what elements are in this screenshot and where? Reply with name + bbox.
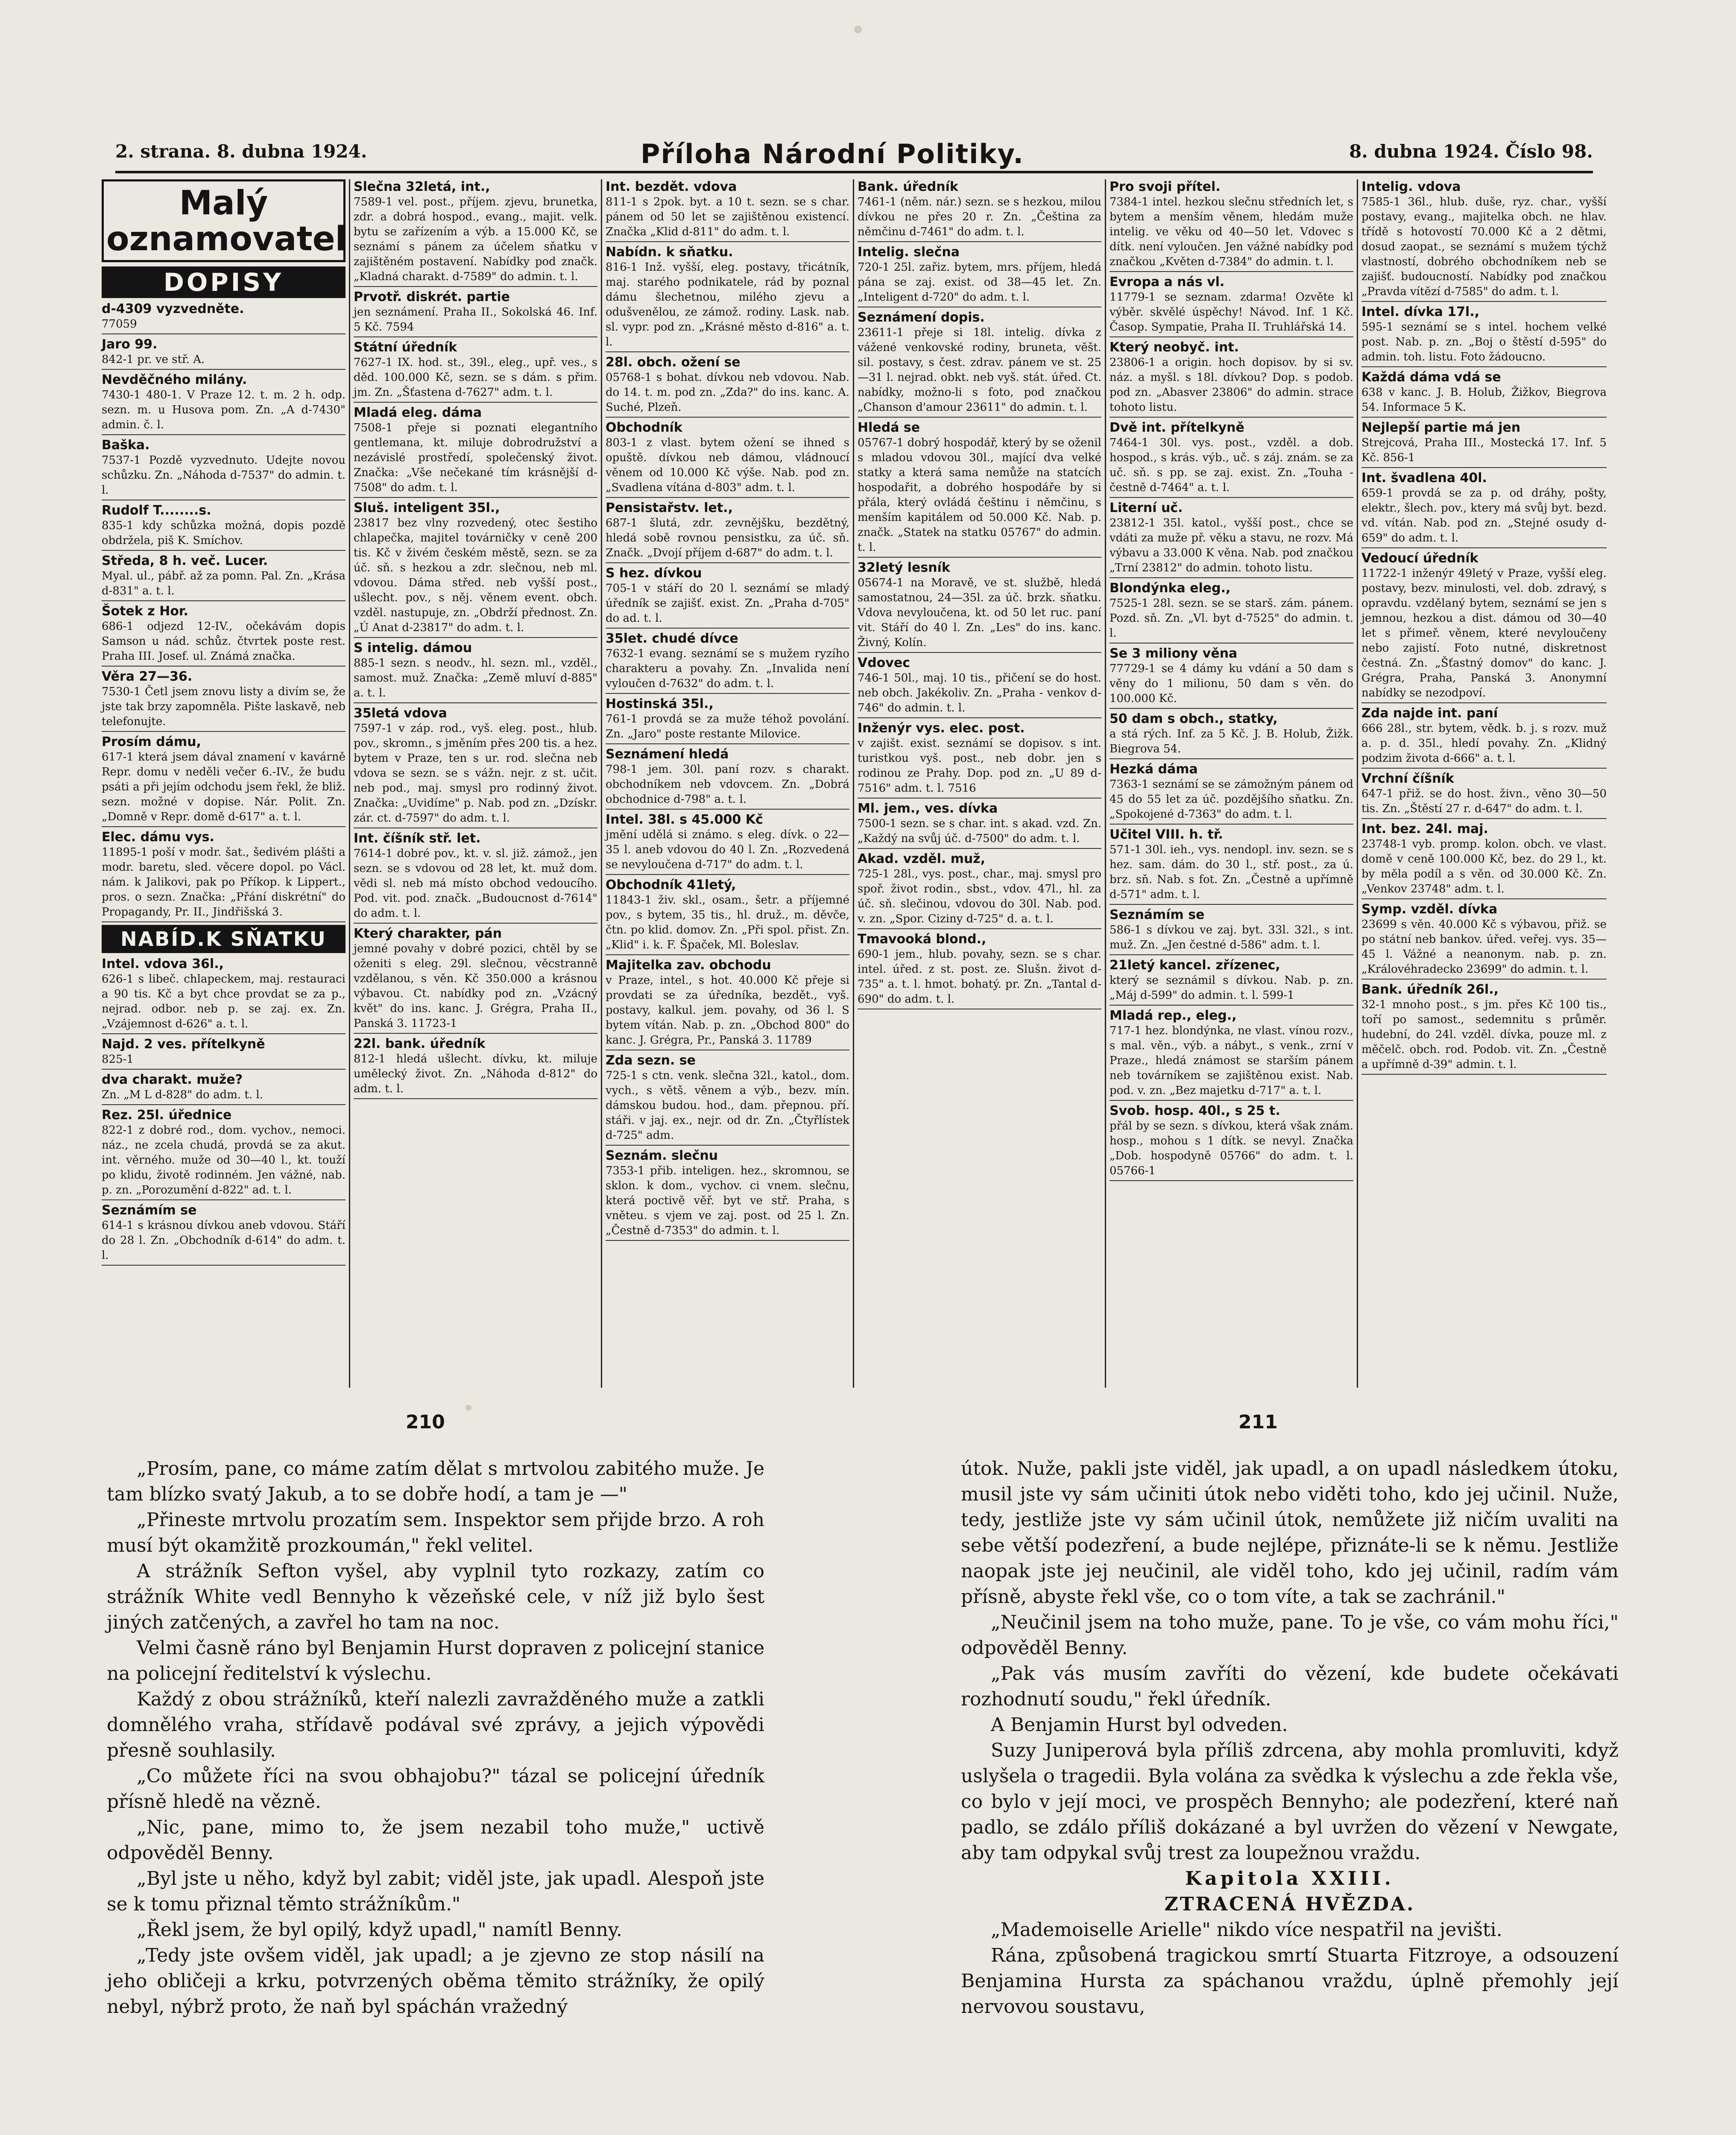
story-paragraph: „Přineste mrtvolu prozatím sem. Inspektor sem přijde brzo. A roh musí být okamžitě prozkoumán," řekl velitel. xyxy=(107,1509,764,1556)
classified-ad xyxy=(606,958,849,1050)
classified-ad xyxy=(606,566,849,629)
classified-ad xyxy=(606,500,849,563)
ad-heading: Hledá se xyxy=(858,420,920,435)
classified-ad xyxy=(1110,179,1353,272)
ad-text: 614-1 s krásnou dívkou aneb vdovou. Stáří do 28 l. Zn. „Obchodník d-614" do adm. t. l. xyxy=(102,1219,345,1262)
classified-ad xyxy=(1361,551,1607,703)
ad-text: 7597-1 v záp. rod., vyš. eleg. post., hlub. pov., skromn., s jměním přes 200 tis. a hez. bytem v Praze, ten s ur. rod. slečna neb vdova se sezn. se s vážn. nejr. z st. učit. neb pod., maj. smysl pro rodinný život. Značka: „Uvidíme" p. Nab. pod zn. „Dzískr. zár. ct. d-7597" do adm. t. l. xyxy=(354,722,597,825)
ad-text: 23806-1 a origin. hoch dopisov. by si sv. náz. a myšl. s 18l. dívkou? Dop. s podob. pod zn. „Abasver 23806" do admin. strace tohoto listu. xyxy=(1110,356,1353,414)
ad-heading: Najd. 2 ves. přítelkyně xyxy=(102,1037,265,1052)
ad-heading: 28l. obch. ožení se xyxy=(606,355,741,370)
ad-heading: 22l. bank. úředník xyxy=(354,1036,486,1051)
classified-ad xyxy=(606,179,849,242)
ad-text: 7464-1 30l. vys. post., vzděl. a dob. hospod., s krás. výb., uč. s záj. znám. se za uč. sň. s pp. se zaj. exist. Zn. „Touha - čestně d-7464" a. t. l. xyxy=(1110,436,1353,494)
ad-text: 7627-1 IX. hod. st., 39l., eleg., upř. ves., s děd. 100.000 Kč, sezn. se s dám. s přim. jm. Zn. „Šťastena d-7627" adm. t. l. xyxy=(354,356,597,399)
ad-column xyxy=(1106,179,1358,1388)
ad-heading: Akad. vzděl. muž, xyxy=(858,851,986,866)
classified-ad xyxy=(354,926,597,1034)
classified-ad xyxy=(354,340,597,403)
ad-text: 835-1 kdy schůzka možná, dopis pozdě obdržela, piš K. Smíchov. xyxy=(102,519,345,547)
classified-ad xyxy=(606,812,849,875)
ad-heading: Seznámení dopis. xyxy=(858,310,985,325)
classified-ad xyxy=(354,831,597,924)
classified-ad xyxy=(102,438,345,500)
ad-heading: Seznámím se xyxy=(1110,907,1205,922)
ad-text: 7537-1 Pozdě vyzvednuto. Udejte novou schůzku. Zn. „Náhoda d-7537" do admin. t. l. xyxy=(102,454,345,497)
classified-ad xyxy=(606,631,849,694)
ad-heading: Evropa a nás vl. xyxy=(1110,275,1225,290)
ad-column xyxy=(1358,179,1610,1388)
ad-text: 638 v kanc. J. B. Holub, Žižkov, Biegrova 54. Informace 5 K. xyxy=(1361,386,1607,414)
classified-ad xyxy=(354,1036,597,1099)
ad-heading: Int. bez. 24l. maj. xyxy=(1361,822,1488,836)
section-heading-dopisy: DOPISY xyxy=(102,266,345,298)
classified-ads-area xyxy=(98,179,1610,1388)
ad-text: 647-1 přiž. se do host. živn., věno 30—50 tis. Zn. „Štěstí 27 r. d-647" do adm. t. l. xyxy=(1361,787,1607,815)
classified-ad xyxy=(354,405,597,498)
classified-ad xyxy=(1110,711,1353,759)
ad-text: 7585-1 36l., hlub. duše, ryz. char., vyšší postavy, evang., majitelka obch. ne hlav. třídě s hotovostí 70.000 Kč a 2 dětmi, dosud zaopat., se seznámí s mužem týchž vlastností, dobrého obchodníkem neb se zajišť. budoucností. Nabídky pod značkou „Pravda vítězí d-7585" do adm. t. l. xyxy=(1361,196,1607,298)
classified-ad xyxy=(858,245,1101,307)
ad-text: 822-1 z dobré rod., dom. vychov., nemoci. náz., ne zcela chudá, provdá se za akut. int. věrného. muže od 30—40 l., kt. touží po klidu, životě rodinném. Jen vážné, nab. p. zn. „Porozumění d-822" ad. t. l. xyxy=(102,1124,345,1196)
classified-ad xyxy=(102,604,345,667)
ad-heading: Elec. dámu vys. xyxy=(102,830,214,845)
classified-ad xyxy=(606,1053,849,1146)
ad-text: 7461-1 (něm. nár.) sezn. se s hezkou, milou dívkou ne přes 20 r. Zn. „Čeština za němčinu d-7461" do adm. t. l. xyxy=(858,196,1101,238)
classified-ad xyxy=(858,801,1101,849)
classified-ad xyxy=(606,355,849,418)
ad-heading: Svob. hosp. 40l., s 25 t. xyxy=(1110,1103,1280,1118)
ad-heading: Vrchní číšník xyxy=(1361,771,1454,786)
ad-heading: Zda sezn. se xyxy=(606,1053,696,1068)
paper-stain xyxy=(465,1405,471,1411)
ad-text: 725-1 28l., vys. post., char., maj. smysl pro spoř. život rodin., sbst., vdov. 47l., hl. za úč. sň. slečinou, vdovou do 30l. Nab. pod. v. zn. „Spor. Ciziny d-725" d. a. t. l. xyxy=(858,868,1101,925)
ad-heading: Mladá eleg. dáma xyxy=(354,405,482,420)
ad-heading: Sluš. inteligent 35l., xyxy=(354,500,500,515)
ad-heading: Bank. úředník xyxy=(858,179,958,194)
ad-column xyxy=(98,179,350,1388)
ad-heading: Intel. 38l. s 45.000 Kč xyxy=(606,812,763,827)
story-paragraph: útok. Nuže, pakli jste viděl, jak upadl, a on upadl následkem útoku, musil jste vy sám učiniti útok nebo viděti toho, kdo jej učinil. Nuže, tedy, jestliže jste vy sám učinil útok, nemůžete již ničím uvaliti na sebe větší podezření, a bude nejlépe, přiznáte-li se k němu. Jestliže naopak jste jej neučinil, ale viděl toho, kdo jej učinil, radím vám přísně, abyste řekl vše, co o tom víte, a tak se zachránil." xyxy=(961,1458,1619,1608)
ad-text: 7353-1 přib. inteligen. hez., skromnou, se sklon. k dom., vychov. ci vnem. slečnu, která poctivě věř. byt ve stř. Praha, s vněteu. s vjem ve zaj. post. od 25 l. Zn. „Čestně d-7353" do admin. t. l. xyxy=(606,1164,849,1237)
ad-heading: Bank. úředník 26l., xyxy=(1361,982,1499,997)
classified-ad xyxy=(858,310,1101,418)
classified-ad xyxy=(102,337,345,370)
classified-ad xyxy=(1361,304,1607,367)
story-paragraph: Každý z obou strážníků, kteří nalezli zavražděného muže a zatkli domnělého vraha, střídavě podával své zprávy, a jejich výpovědi přesně souhlasily. xyxy=(107,1688,764,1761)
story-paragraph: Suzy Juniperová byla příliš zdrcena, aby mohla promluviti, když uslyšela o tragedii. Byla volána za svědka k výslechu a zde řekla vše, co bylo v její moci, ve prospěch Bennyho; ale podezření, které naň padlo, se zdálo příliš dokázané a byl uvržen do vězení v Newgate, aby tam odpykal svůj trest za loupežnou vraždu. xyxy=(961,1740,1619,1864)
ad-heading: Inženýr vys. elec. post. xyxy=(858,721,1025,736)
ad-text: 686-1 odjezd 12-IV., očekávám dopis Samson u nád. schůz. čtvrtek poste rest. Praha III. Josef. ul. Známá značka. xyxy=(102,620,345,663)
ad-heading: Majitelka zav. obchodu xyxy=(606,958,771,973)
ad-heading: Státní úředník xyxy=(354,340,457,355)
ad-heading: Hezká dáma xyxy=(1110,762,1198,777)
ad-text: 23817 bez vlny rozvedený, otec šestiho chlapečka, majitel továrničky v ceně 200 tis. Kč v živém českém městě, sezn. se za úč. sň. s hezkou a zdr. slečnou, neb ml. vdovou. Dáma střed. neb vyšší post., ušlecht. pov., s něj. věnem event. obch. vzděl. nastupuje, zn. „Obdrží přednost. Zn. „Ú Anat d-23817" do adm. t. l. xyxy=(354,517,597,634)
classified-ad xyxy=(1361,902,1607,980)
section-heading-snatky: NABÍD.K SŇATKU xyxy=(102,925,345,953)
ad-column xyxy=(854,179,1106,1388)
classified-ad xyxy=(858,179,1101,242)
classified-ad xyxy=(1361,420,1607,468)
classified-ad xyxy=(1110,1103,1353,1181)
ad-text: 687-1 šlutá, zdr. zevnějšku, bezdětný, hledá sobě rovnou pensistku, za úč. sň. Značk. „Dvojí příjem d-687" do adm. t. l. xyxy=(606,517,849,559)
ad-text: v Praze, intel., s hot. 40.000 Kč přeje si provdati se za úředníka, bezdět., vyš. postavy, kalkul. jem. povahy, od 36 l. S bytem vítán. Nab. p. zn. „Obchod 800" do kanc. J. Grégra, Pr., Panská 3. 11789 xyxy=(606,974,849,1047)
ad-heading: Každá dáma vdá se xyxy=(1361,370,1501,385)
ad-text: 812-1 hledá ušlecht. dívku, kt. miluje umělecký život. Zn. „Náhoda d-812" do adm. t. l. xyxy=(354,1053,597,1095)
ad-column xyxy=(602,179,854,1388)
ad-heading: d-4309 vyzvedněte. xyxy=(102,301,244,316)
left-page-number: 210 xyxy=(406,1411,445,1433)
ad-heading: Rudolf T........s. xyxy=(102,503,211,518)
classifieds-masthead xyxy=(102,179,345,262)
ad-text: Zn. „M L d-828" do adm. t. l. xyxy=(102,1088,263,1101)
ad-text: 7614-1 dobré pov., kt. v. sl. již. zámož., jen sezn. se s vdovou od 28 let, kt. muž dom. vědi sl. neb má místo obchod vedoucího. Pod. vit. pod. značk. „Budoucnost d-7614" do adm. t. l. xyxy=(354,847,597,920)
classified-ad xyxy=(1110,581,1353,643)
ad-heading: Nabídn. k sňatku. xyxy=(606,245,733,260)
ad-text: a stá rých. Inf. za 5 Kč. J. B. Holub, Žižk. Biegrova 54. xyxy=(1110,728,1353,755)
ad-heading: Který neobyč. int. xyxy=(1110,340,1239,355)
ad-heading: Intelig. slečna xyxy=(858,245,960,260)
ad-heading: Intel. dívka 17l., xyxy=(1361,304,1480,319)
classified-ad xyxy=(858,932,1101,1009)
story-paragraph: „Pak vás musím zavříti do vězení, kde budete očekávati rozhodnutí soudu," řekl úředník. xyxy=(961,1663,1619,1710)
classified-ad xyxy=(858,851,1101,929)
story-paragraph: „Nic, pane, mimo to, že jsem nezabil toho muže," uctivě odpověděl Benny. xyxy=(107,1816,764,1864)
ad-text: 720-1 25l. zařiz. bytem, mrs. příjem, hledá pána se zaj. exist. od 38—45 let. Zn. „Inteligent d-720" do adm. t. l. xyxy=(858,261,1101,304)
ad-text: 811-1 s 2pok. byt. a 10 t. sezn. se s char. pánem od 50 let se zajištěnou existencí. Značka „Klid d-811" do adm. t. l. xyxy=(606,196,849,238)
ad-text: 717-1 hez. blondýnka, ne vlast. vínou rozv., s mal. věn., výb. a nábyt., s venk., zrní v Praze., hledá známost se starším pánem neb továrníkem se zajištěnou exist. Nab. pod. v. zn. „Bez majetku d-717" a. t. l. xyxy=(1110,1024,1353,1097)
ad-heading: Literní uč. xyxy=(1110,500,1183,515)
story-paragraph: „Prosím, pane, co máme zatím dělat s mrtvolou zabitého muže. Je tam blízko svatý Jakub, a to se dobře hodí, a tam je —" xyxy=(107,1458,764,1505)
ad-text: 11895-1 poší v modr. šat., šedivém plášti a modr. baretu, sled. věcere dopol. po Václ. nám. k Jalikovi, pak po Příkop. k Lippert., pros. o sezn. Značka: „Přání diskrétní" do Propagandy, Pr. II., Jindřišská 3. xyxy=(102,846,345,918)
classified-ad xyxy=(1361,706,1607,769)
classified-ad xyxy=(102,1072,345,1105)
ad-heading: Jaro 99. xyxy=(102,337,158,352)
ad-text: 23699 s věn. 40.000 Kč s výbavou, přiž. se po státní neb bankov. úřed. veřej. vys. 35—45 l. Vážné a neanonym. nab. p. zn. „Královéhradecko 23699" do admin. t. l. xyxy=(1361,918,1607,976)
ad-heading: Obchodník 41letý, xyxy=(606,877,736,892)
story-paragraph: „Řekl jsem, že byl opilý, když upadl," namítl Benny. xyxy=(137,1919,622,1941)
story-paragraph: „Neučinil jsem na toho muže, pane. To je vše, co vám mohu říci," odpověděl Benny. xyxy=(961,1611,1619,1659)
chapter-number: Kapitola XXIII. xyxy=(1185,1868,1394,1889)
ad-heading: Int. švadlena 40l. xyxy=(1361,471,1487,485)
ad-heading: Prvotř. diskrét. partie xyxy=(354,290,510,304)
ad-heading: Věra 27—36. xyxy=(102,669,193,684)
classified-ad xyxy=(102,1203,345,1266)
ad-text: 11722-1 inženýr 49letý v Praze, vyšší eleg. postavy, bezv. minulosti, vel. dob. zdravý, s opravdu. vzdělaný bytem, seznámí se jen s jemnou, hezkou a dist. dámou od 30—40 let s přimeř. věnem, které nevyloučeny nebo zajistí. Foto nutné, diskretnost čestná. Zn. „Šťastný domov" do kanc. J. Grégra, Praha, Panská 3. Anonymní nabídky se nezodpoví. xyxy=(1361,567,1607,699)
ad-text: 7430-1 480-1. V Praze 12. t. m. 2 h. odp. sezn. m. u Husova pom. Zn. „A d-7430" admin. č. l. xyxy=(102,389,345,431)
ad-heading: Int. bezdět. vdova xyxy=(606,179,737,194)
story-paragraph: „Mademoiselle Arielle" nikdo více nespatřil na jevišti. xyxy=(991,1919,1502,1941)
classified-ad xyxy=(858,420,1101,558)
ad-heading: Nevděčného milány. xyxy=(102,372,247,387)
ad-heading: 50 dam s obch., statky, xyxy=(1110,711,1278,726)
ad-text: 77059 xyxy=(102,318,137,330)
classified-ad xyxy=(102,734,345,827)
classified-ad xyxy=(606,1148,849,1241)
story-paragraph: Rána, způsobená tragickou smrtí Stuarta Fitzroye, a odsouzení Benjamina Hursta za spáchanou vraždu, úplně přemohly její nervovou soustavu, xyxy=(961,1945,1619,2018)
ad-heading: Pensistařstv. let., xyxy=(606,500,733,515)
classified-ad xyxy=(1361,370,1607,418)
classified-ad xyxy=(1110,907,1353,955)
classified-ad xyxy=(1110,827,1353,905)
classified-ad xyxy=(354,706,597,828)
ad-text: 803-1 z vlast. bytem ožení se ihned s opuště. dívkou neb dámou, vládnoucí věnem od 10.000 Kč výše. Nab. pod zn. „Svadlena vítána d-803" adm. t. l. xyxy=(606,436,849,494)
classified-ad xyxy=(354,290,597,337)
ad-text: 626-1 s libeč. chlapeckem, maj. restauraci a 90 tis. Kč a byt chce provdat se za p., nejrad. odbor. neb p. se zaj. ex. Zn. „Vzájemnost d-626" a. t. l. xyxy=(102,973,345,1030)
ad-heading: Který charakter, pán xyxy=(354,926,502,941)
story-paragraph: Velmi časně ráno byl Benjamin Hurst dopraven z policejní stanice na policejní ředitelství k výslechu. xyxy=(107,1637,764,1685)
ad-text: 7384-1 intel. hezkou slečnu středních let, s bytem a menším věnem, hledám muže intelig. ve věku od 40—50 let. Vdovec s dítk. není vyloučen. Jen vážné nabídky pod značkou „Květen d-7384" do admin. t. l. xyxy=(1110,196,1353,268)
ad-heading: Blondýnka eleg., xyxy=(1110,581,1231,596)
story-paragraph: A Benjamin Hurst byl odveden. xyxy=(991,1714,1288,1736)
ad-text: 11779-1 se seznam. zdarma! Ozvěte kl výběr. skvělé úspěchy! Návod. Inf. 1 Kč. Časop. Sympatie, Praha II. Truhlářská 14. xyxy=(1110,291,1353,333)
ad-heading: Nejlepší partie má jen xyxy=(1361,420,1521,435)
ad-text: 816-1 Inž. vyšší, eleg. postavy, třicátník, maj. starého podnikatele, rád by poznal dámu šlechetnou, milého zjevu a odušvenělou, ze zámož. rodiny. Lask. nab. sl. vypr. pod zn. „Krásné město d-816" a. t. l. xyxy=(606,261,849,348)
ad-heading: Intelig. vdova xyxy=(1361,179,1461,194)
ad-text: 11843-1 živ. skl., osam., šetr. a příjemné pov., s bytem, 35 tis., hl. druž., m. děvče, čtn. po klid. domov. Zn. „Při spol. přist. Zn. „Klid" i. k. F. Špaček, Ml. Boleslav. xyxy=(606,894,849,951)
classified-ad xyxy=(858,655,1101,718)
ad-text: 7500-1 sezn. se s char. int. s akad. vzd. Zn. „Každý na svůj úč. d-7500" do adm. t. l. xyxy=(858,817,1101,845)
classified-ad xyxy=(1110,275,1353,337)
classified-ad xyxy=(606,245,849,352)
ad-text: Myal. ul., pábř. až za pomn. Pal. Zn. „Krása d-831" a. t. l. xyxy=(102,570,345,597)
ad-text: 7363-1 seznámí se se zámožným pánem od 45 do 55 let za úč. pozdějšího sňatku. Zn. „Spokojené d-7363" do adm. t. l. xyxy=(1110,778,1353,821)
header-date-left: 2. strana. 8. dubna 1924. xyxy=(115,141,367,162)
ad-heading: Ml. jem., ves. dívka xyxy=(858,801,998,816)
classified-ad xyxy=(1110,420,1353,498)
ad-text: 7632-1 evang. seznámí se s mužem ryzího charakteru a povahy. Zn. „Invalida není vyloučen d-7632" do adm. t. l. xyxy=(606,647,849,690)
classified-ad xyxy=(1361,179,1607,302)
classified-ad xyxy=(102,830,345,922)
ad-heading: dva charakt. muže? xyxy=(102,1072,243,1087)
ad-text: 659-1 provdá se za p. od dráhy, pošty, elektr., šlech. pov., ktery má svůj byt. bezd. vd. vítán. Nab. pod zn. „Stejné osudy d-659" do adm. t. l. xyxy=(1361,487,1607,544)
ad-text: jen seznámení. Praha II., Sokolská 46. Inf. 5 Kč. 7594 xyxy=(354,306,597,333)
classified-ad xyxy=(1361,822,1607,899)
ad-heading: Mladá rep., eleg., xyxy=(1110,1008,1237,1023)
ad-heading: Baška. xyxy=(102,438,150,453)
classified-ad xyxy=(354,640,597,703)
classified-ad xyxy=(354,500,597,638)
ad-text: 77729-1 se 4 dámy ku vdání a 50 dam s věny do 1 milionu, 50 dam s věn. do 100.000 Kč. xyxy=(1110,662,1353,705)
ad-text: 725-1 s ctn. venk. slečna 32l., katol., dom. vych., s větš. věnem a výb., bezv. mín. dámskou budou. hod., dam. přepnou. pří. stáři. v jaj. ex., nejr. od dr. Zn. „Čtyřlístek d-725" adm. xyxy=(606,1069,849,1142)
ad-text: přál by se sezn. s dívkou, která však znám. hosp., mohou s 1 dítk. se nevyl. Značka „Dob. hospodyně 05766" do adm. t. l. 05766-1 xyxy=(1110,1120,1353,1177)
ad-heading: 35let. chudé dívce xyxy=(606,631,738,646)
masthead-line2: oznamovatel xyxy=(106,220,347,258)
masthead-line1: Malý xyxy=(179,184,268,222)
classified-ad xyxy=(354,179,597,287)
classified-ad xyxy=(858,560,1101,653)
ad-heading: 32letý lesník xyxy=(858,560,950,575)
ad-text: 690-1 jem., hlub. povahy, sezn. se s char. intel. úřed. z st. post. ze. Slušn. život d-735" a. t. l. hmot. bohatý. pr. Zn. „Tantal d-690" do adm. t. l. xyxy=(858,948,1101,1006)
story-left-column xyxy=(107,1456,764,2020)
classified-ad xyxy=(1361,771,1607,819)
right-page-number: 211 xyxy=(1238,1411,1278,1433)
ad-heading: 21letý kancel. zřízenec, xyxy=(1110,958,1280,973)
ad-text: 571-1 30l. ieh., vys. nendopl. inv. sezn. se s hez. sam. dám. do 30 l., stř. post., za ú. brz. sň. Nab. s fot. Zn. „Čestně a upřímně d-571" adm. t. l. xyxy=(1110,843,1353,901)
ad-text: 23748-1 vyb. promp. kolon. obch. ve vlast. domě v ceně 100.000 Kč, bez. do 29 l., kt. by měla podíl a s věn. od 30.000 Kč. Zn. „Venkov 23748" adm. t. l. xyxy=(1361,838,1607,895)
story-paragraph: „Co můžete říci na svou obhajobu?" tázal se policejní úředník přísně hledě na vězně. xyxy=(107,1765,764,1813)
classified-ad xyxy=(1110,958,1353,1006)
ad-heading: Zda najde int. paní xyxy=(1361,706,1498,721)
story-paragraph: „Tedy jste ovšem viděl, jak upadl; a je zjevno ze stop násilí na jeho obličeji a krku, potvrzených oběma těmito strážníky, že opilý nebyl, nýbrž proto, že naň byl spáchán vražedný xyxy=(107,1945,764,2018)
ad-heading: Šotek z Hor. xyxy=(102,604,188,619)
ad-heading: Prosím dámu, xyxy=(102,734,201,749)
ad-heading: Středa, 8 h. več. Lucer. xyxy=(102,553,268,568)
ad-heading: Se 3 miliony věna xyxy=(1110,646,1238,661)
ad-heading: Obchodník xyxy=(606,420,682,435)
ad-text: který se seznámil s dívkou. Nab. p. zn. „Máj d-599" do admin. t. l. 599-1 xyxy=(1110,974,1353,1002)
ad-text: v zajišt. exist. seznámí se dopisov. s int. turistkou vyš. post., neb dobr. jen s rodinou ze Prahy. Dop. pod zn. „U 89 d-7516" adm. t. l. 7516 xyxy=(858,737,1101,795)
ad-text: 705-1 v stáří do 20 l. seznámí se mladý úředník se zajišť. exist. Zn. „Praha d-705" do ad. t. l. xyxy=(606,582,849,625)
classified-ad xyxy=(102,669,345,732)
ad-heading: Hostinská 35l., xyxy=(606,696,714,711)
ad-text: 825-1 xyxy=(102,1053,134,1066)
ad-text: 7508-1 přeje si poznati elegantního gentlemana, kt. miluje dobrodružství a nezávislé prostředí, společenský život. Značka: „Vše nečekané tím krásnější d-7508" do adm. t. l. xyxy=(354,421,597,494)
ad-text: 05767-1 dobrý hospodář, který by se oženil s mladou vdovou 30l., mající dva velké statky a která sama nemůže na statcích hospodařit, a dobrého hospodáře by si přála, který ovládá češtinu i němčinu, s menším kapitálem od 50.000 Kč. Nab. p. značk. „Statek na statku 05767" do admin. t. l. xyxy=(858,436,1101,554)
ad-text: 885-1 sezn. s neodv., hl. sezn. ml., vzděl., samost. muž. Značka: „Země mluví d-885" a. t. l. xyxy=(354,657,597,699)
classified-ad xyxy=(102,503,345,551)
classified-ad xyxy=(1110,1008,1353,1101)
paper-stain xyxy=(854,26,862,33)
classified-ad xyxy=(102,1108,345,1200)
ad-heading: S hez. dívkou xyxy=(606,566,702,581)
ad-text: 586-1 s dívkou ve zaj. byt. 33l. 32l., s int. muž. Zn. „Jen čestné d-586" adm. t. l. xyxy=(1110,924,1353,951)
ad-heading: Dvě int. přítelkyně xyxy=(1110,420,1244,435)
ad-text: 666 28l., str. bytem, vědk. b. j. s rozv. muž a. p. d. 35l., hledí povahy. Zn. „Klidný podzim života d-666" a. t. l. xyxy=(1361,722,1607,765)
ad-text: 798-1 jem. 30l. paní rozv. s charakt. obchodníkem neb vdovcem. Zn. „Dobrá obchodnice d-798" a. t. l. xyxy=(606,763,849,806)
ad-heading: Vedoucí úředník xyxy=(1361,551,1478,566)
ad-heading: Symp. vzděl. dívka xyxy=(1361,902,1498,917)
ad-heading: Seznámení hledá xyxy=(606,747,729,762)
ad-heading: 35letá vdova xyxy=(354,706,447,721)
ad-text: jemné povahy v dobré pozici, chtěl by se oženiti s eleg. 29l. slečnou, věcstranně vzdělanou, s věn. Kč 350.000 a krásnou výbavou. Ct. nabídky pod zn. „Vzácný květ" do ins. kanc. J. Grégra, Praha II., Panská 3. 11723-1 xyxy=(354,942,597,1030)
ad-heading: Intel. vdova 36l., xyxy=(102,956,224,971)
classified-ad xyxy=(1361,471,1607,548)
ad-heading: Int. číšník stř. let. xyxy=(354,831,481,846)
classified-ad xyxy=(606,877,849,955)
ad-text: 7530-1 Četl jsem znovu listy a divím se, že jste tak brzy zapomněla. Pište laskavě, neb telefonujte. xyxy=(102,685,345,728)
classified-ad xyxy=(102,956,345,1034)
ad-heading: Vdovec xyxy=(858,655,910,670)
classified-ad xyxy=(1361,982,1607,1075)
ad-column xyxy=(350,179,602,1388)
classified-ad xyxy=(1110,500,1353,578)
chapter-title: ZTRACENÁ HVĚZDA. xyxy=(1164,1893,1415,1915)
story-paragraph: „Byl jste u něho, když byl zabit; viděl jste, jak upadl. Alespoň jste se k tomu přiznal těmto strážníkům." xyxy=(107,1868,764,1915)
ad-heading: Pro svoji přítel. xyxy=(1110,179,1221,194)
ad-heading: Seznám. slečnu xyxy=(606,1148,718,1163)
story-right-column xyxy=(961,1456,1619,2020)
classified-ad xyxy=(1110,762,1353,825)
header-issue-right: 8. dubna 1924. Číslo 98. xyxy=(1349,141,1593,162)
ad-text: 595-1 seznámí se s intel. hochem velké post. Nab. p. zn. „Boj o štěstí d-595" do admin. toh. listu. Foto žádoucno. xyxy=(1361,321,1607,363)
classified-ad xyxy=(606,747,849,810)
ad-heading: S intelig. dámou xyxy=(354,640,472,655)
classified-ad xyxy=(102,553,345,601)
header-supplement-title: Příloha Národní Politiky. xyxy=(641,138,1024,170)
classified-ad xyxy=(858,721,1101,798)
ad-text: 23812-1 35l. katol., vyšší post., chce se vdáti za muže př. věku a stavu, ne rozv. Má výbavu a 33.000 K věna. Nab. pod značkou „Trní 23812" do admin. tohoto listu. xyxy=(1110,517,1353,574)
ad-text: 842-1 pr. ve stř. A. xyxy=(102,353,205,366)
ad-heading: Rez. 25l. úřednice xyxy=(102,1108,232,1123)
classified-ad xyxy=(1110,340,1353,418)
classified-ad xyxy=(1110,646,1353,709)
ad-text: 05674-1 na Moravě, ve st. službě, hledá samostatnou, 24—35l. za úč. brzk. sňatku. Vdova nevyloučena, kt. od 50 let ruc. paní vit. Stáří do 40 l. Zn. „Les" do ins. kanc. Živný, Kolín. xyxy=(858,576,1101,649)
ad-text: 617-1 která jsem dával znamení v kavárně Repr. domu v neděli večer 6.-IV., že budu psáti a při jejím odchodu jsem řekl, že bliž. sezn. možné v dopise. Nár. Polit. Zn. „Domně v Repr. domě d-617" a. t. l. xyxy=(102,751,345,823)
ad-text: jmění udělá si známo. s eleg. dívk. o 22—35 l. aneb vdovou do 40 l. Zn. „Rozvedená se nevyloučena d-717" do adm. t. l. xyxy=(606,828,849,871)
ad-text: 746-1 50l., maj. 10 tis., přičení se do host. neb obch. Jakékoliv. Zn. „Praha - venkov d-746" do admin. t. l. xyxy=(858,672,1101,714)
classified-ad xyxy=(102,372,345,435)
ad-text: 761-1 provdá se za muže téhož povolání. Zn. „Jaro" poste restante Milovice. xyxy=(606,713,849,740)
ad-text: 32-1 mnoho post., s jm. přes Kč 100 tis., toří po samost., sedemnitu s průměr. hudební, do 24l. vzděl. dívka, pouze ml. z měčelč. obch. rod. Podob. vit. Zn. „Čestně a upřímně d-39" admin. t. l. xyxy=(1361,998,1607,1071)
ad-text: 05768-1 s bohat. dívkou neb vdovou. Nab. do 14. t. m. pod zn. „Zda?" do ins. kanc. A. Suché, Plzeň. xyxy=(606,371,849,414)
story-paragraph: A strážník Sefton vyšel, aby vyplnil tyto rozkazy, zatím co strážník White vedl Bennyho k vězeňské cele, v níž již bylo šest jiných zatčených, a zavřel ho tam na noc. xyxy=(107,1560,764,1633)
classified-ad xyxy=(102,301,345,334)
classified-ad xyxy=(102,1037,345,1070)
ad-text: Strejcová, Praha III., Mostecká 17. Inf. 5 Kč. 856-1 xyxy=(1361,436,1607,464)
ad-heading: Tmavooká blond., xyxy=(858,932,987,947)
classified-ad xyxy=(606,696,849,744)
ad-heading: Slečna 32letá, int., xyxy=(354,179,490,194)
ad-heading: Učitel VIII. h. tř. xyxy=(1110,827,1223,842)
page-header xyxy=(115,138,1593,173)
ad-text: 23611-1 přeje si 18l. intelig. dívka z vážené venkovské rodiny, bruneta, věšt. sil. postavy, s čest. zdrav. pánem ve st. 25—31 l. nejrad. obkt. neb vyš. stát. úřed. Ct. nabídky, možno-li s foto, pod značkou „Chanson d'amour 23611" do admin. t. l. xyxy=(858,326,1101,414)
ad-text: 7525-1 28l. sezn. se se starš. zám. pánem. Pozd. sň. Zn. „Vl. byt d-7525" do admin. t. l. xyxy=(1110,597,1353,640)
ad-heading: Seznámím se xyxy=(102,1203,197,1218)
classified-ad xyxy=(606,420,849,498)
ad-text: 7589-1 vel. post., příjem. zjevu, brunetka, zdr. a dobrá hospod., evang., majit. velk. bytu se zařízením a výb. a 15.000 Kč, se seznámí s pánem za účelem sňatku v zajištěném postavení. Nabídky pod značk. „Kladná charakt. d-7589" do admin. t. l. xyxy=(354,196,597,283)
